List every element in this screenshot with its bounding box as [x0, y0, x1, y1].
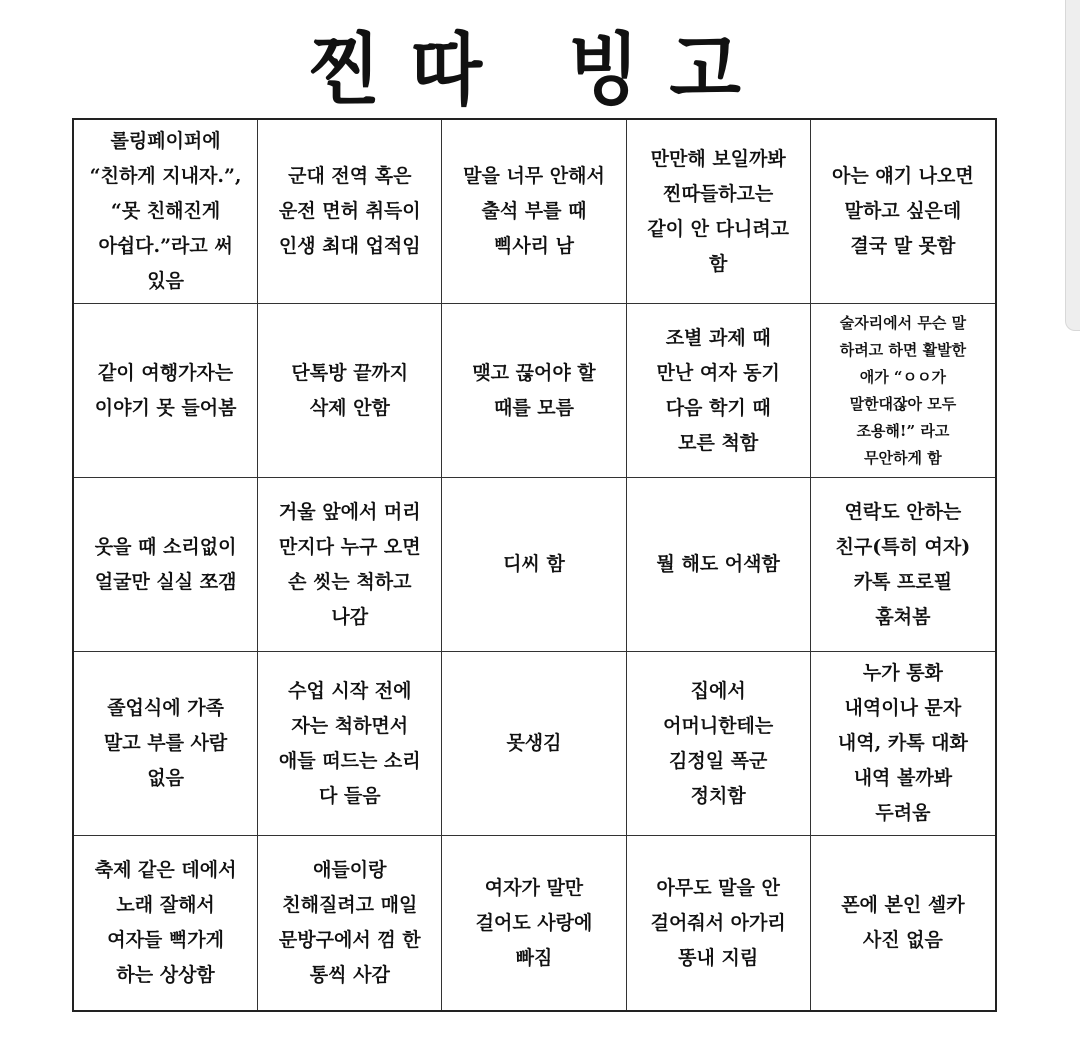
scrollbar[interactable] — [1065, 0, 1080, 331]
bingo-cell-r4-c5: 누가 통화 내역이나 문자 내역, 카톡 대화 내역 볼까봐 두려움 — [811, 652, 995, 836]
bingo-cell-r1-c2: 군대 전역 혹은 운전 면허 취득이 인생 최대 업적임 — [258, 120, 442, 304]
bingo-cell-r3-c3: 디씨 함 — [442, 478, 626, 652]
bingo-cell-r4-c2: 수업 시작 전에 자는 척하면서 애들 떠드는 소리 다 들음 — [258, 652, 442, 836]
bingo-cell-r4-c3: 못생김 — [442, 652, 626, 836]
bingo-cell-r3-c4: 뭘 해도 어색함 — [627, 478, 811, 652]
bingo-cell-r5-c2: 애들이랑 친해질려고 매일 문방구에서 껌 한 통씩 사감 — [258, 836, 442, 1010]
bingo-cell-r1-c1: 롤링페이퍼에 “친하게 지내자.”, “못 친해진게 아쉽다.”라고 써 있음 — [74, 120, 258, 304]
bingo-cell-r4-c1: 졸업식에 가족 말고 부를 사람 없음 — [74, 652, 258, 836]
bingo-cell-r2-c5: 술자리에서 무슨 말 하려고 하면 활발한 애가 “ㅇㅇ가 말한대잖아 모두 조용해!” 라고 무안하게 함 — [811, 304, 995, 478]
bingo-cell-r5-c1: 축제 같은 데에서 노래 잘해서 여자들 뻑가게 하는 상상함 — [74, 836, 258, 1010]
bingo-cell-r1-c4: 만만해 보일까봐 찐따들하고는 같이 안 다니려고 함 — [627, 120, 811, 304]
bingo-cell-r5-c5: 폰에 본인 셀카 사진 없음 — [841, 894, 965, 951]
bingo-cell-r2-c1: 같이 여행가자는 이야기 못 들어봄 — [74, 304, 258, 478]
bingo-cell-r3-c1: 웃을 때 소리없이 얼굴만 실실 쪼갬 — [74, 478, 258, 652]
bingo-board — [72, 118, 997, 1012]
page-title: 찐따 빙고 — [309, 24, 771, 116]
bingo-cell-r1-c3: 말을 너무 안해서 출석 부를 때 삑사리 남 — [442, 120, 626, 304]
bingo-cell-r3-c5: 연락도 안하는 친구(특히 여자) 카톡 프로필 훔쳐봄 — [811, 478, 995, 652]
bingo-cell-r2-c2: 단톡방 끝까지 삭제 안함 — [258, 304, 442, 478]
bingo-cell-r2-c4: 조별 과제 때 만난 여자 동기 다음 학기 때 모른 척함 — [627, 304, 811, 478]
bingo-cell-r3-c2: 거울 앞에서 머리 만지다 누구 오면 손 씻는 척하고 나감 — [258, 478, 442, 652]
bingo-cell-r5-c3: 여자가 말만 걸어도 사랑에 빠짐 — [442, 836, 626, 1010]
bingo-cell-r4-c4: 집에서 어머니한테는 김정일 폭군 정치함 — [627, 652, 811, 836]
bingo-cell-r2-c3: 맺고 끊어야 할 때를 모름 — [442, 304, 626, 478]
bingo-cell-r1-c5: 아는 얘기 나오면 말하고 싶은데 결국 말 못함 — [811, 120, 995, 304]
bingo-cell-r5-c4: 아무도 말을 안 걸어줘서 아가리 똥내 지림 — [627, 836, 811, 1010]
